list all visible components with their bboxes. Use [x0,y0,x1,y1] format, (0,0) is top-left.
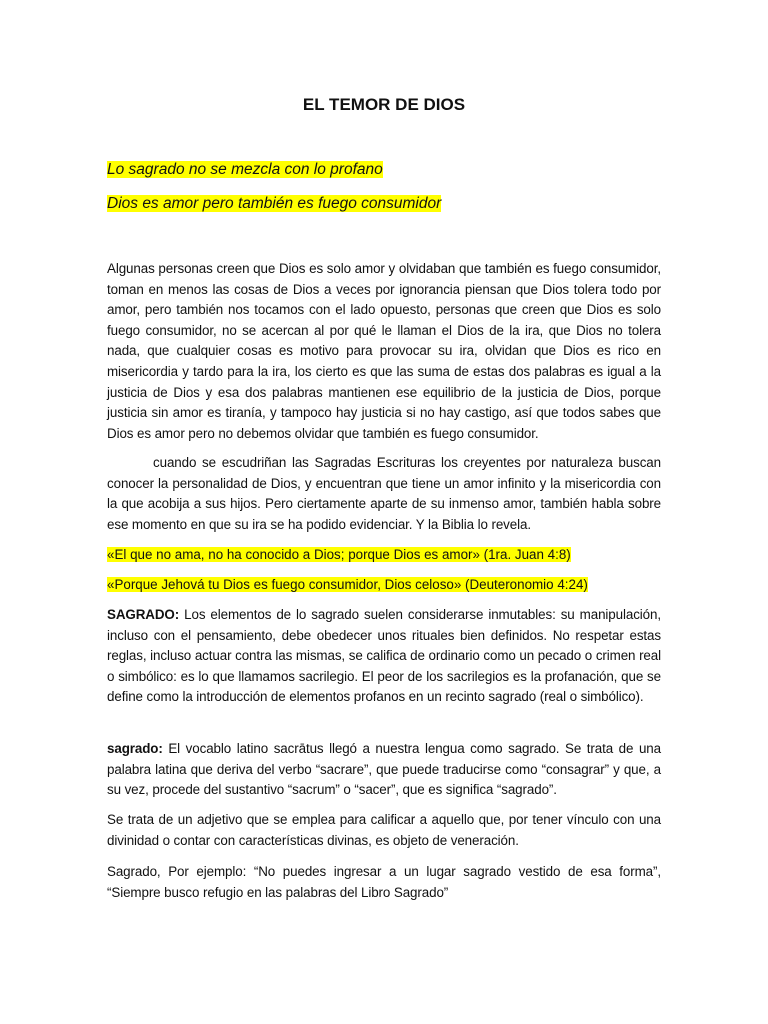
sagrado-definition-text: Los elementos de lo sagrado suelen considerarse inmutables: su manipulación, incluso con el pensamiento, debe obedecer unos rituales bien definidos. No respetar estas reglas, incluso actuar contra las mismas, se califica de ordinario como un pecado o crimen real o simbólico: es lo que llamamos sacrilegio. El peor de los sacrilegios es la profanación, que se define como la introducción de elementos profanos en un recinto sagrado (real o simbólico). [107,607,661,705]
bible-quote-2 [107,575,588,595]
highlighted-subtitle-2 [107,195,441,213]
highlighted-subtitle-1 [107,161,383,179]
bible-quote-1-text: «El que no ama, no ha conocido a Dios; porque Dios es amor» (1ra. Juan 4:8) [107,547,571,562]
paragraph-adjetivo: Se trata de un adjetivo que se emplea para calificar a aquello que, por tener vínculo con una divinidad o contar con características divinas, es objeto de veneración. [107,812,661,848]
document-title: EL TEMOR DE DIOS [302,95,466,114]
paragraph-sagrado-etymology [107,739,661,801]
paragraph-ejemplo: Sagrado, Por ejemplo: “No puedes ingresar a un lugar sagrado vestido de esa forma”, “Siempre busco refugio en las palabras del Libro Sagrado” [107,864,661,900]
bible-quote-2-text: «Porque Jehová tu Dios es fuego consumidor, Dios celoso» (Deuteronomio 4:24) [107,577,588,592]
bible-quote-1 [107,545,571,565]
term-sagrado-lowercase: sagrado: [107,741,163,756]
subtitle-1-text: Lo sagrado no se mezcla con lo profano [107,161,383,178]
sagrado-etymology-text: El vocablo latino sacrātus llegó a nuestra lengua como sagrado. Se trata de una palabra latina que deriva del verbo “sacrare”, que puede traducirse como “consagrar” y que, a su vez, procede del sustantivo “sacrum” o “sacer”, que es significa “sagrado”. [107,741,661,798]
paragraph-sagrado-definition [107,605,661,708]
paragraph-intro: Algunas personas creen que Dios es solo amor y olvidaban que también es fuego consumidor, toman en menos las cosas de Dios a veces por ignorancia piensan que Dios tolera todo por amor, pero también nos tocamos con el lado opuesto, personas que creen que Dios es solo fuego consumidor, no se acercan al por qué le llaman el Dios de la ira, que Dios no tolera nada, que cualquier cosas es motivo para provocar su ira, olvidan que Dios es rico en misericordia y tardo para la ira, los cierto es que las suma de estas dos palabras es igual a la justicia de Dios y esa dos palabras mantienen ese equilibrio de la justicia de Dios, porque justicia sin amor es tiranía, y tampoco hay justicia si no hay castigo, así que todos sabes que Dios es amor pero no debemos olvidar que también es fuego consumidor. [107,261,661,441]
term-sagrado: SAGRADO: [107,607,180,622]
paragraph-escrituras: cuando se escudriñan las Sagradas Escrituras los creyentes por naturaleza buscan conocer la personalidad de Dios, y encuentran que tiene un amor infinito y la misericordia con la que acobija a sus hijos. Pero ciertamente aparte de su inmenso amor, también habla sobre ese momento en que su ira se ha podido evidenciar. Y la Biblia lo revela. [107,455,661,532]
subtitle-2-text: Dios es amor pero también es fuego consumidor [107,195,442,212]
